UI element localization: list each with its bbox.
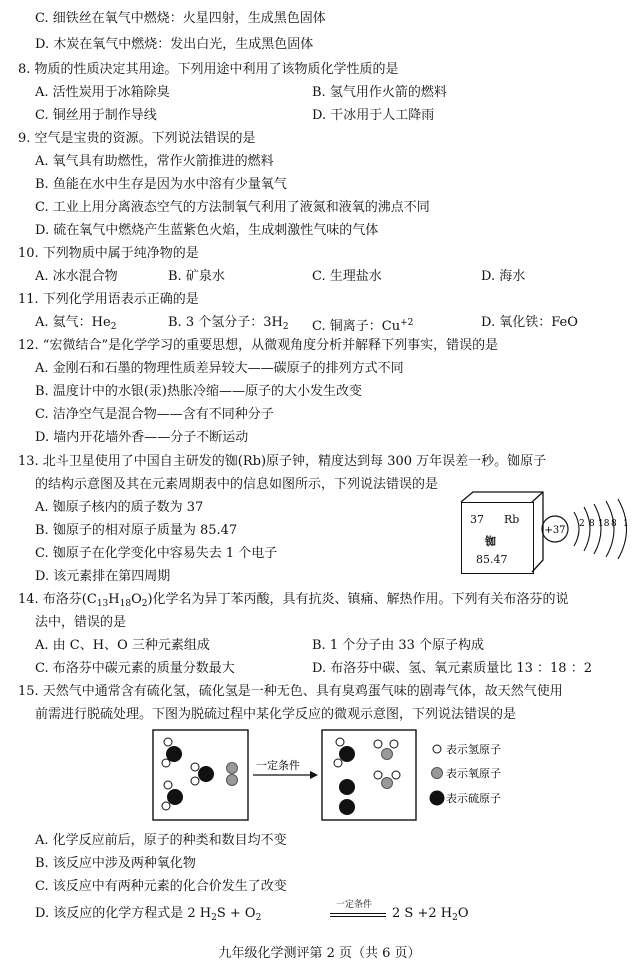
q10-option-a: A. 冰水混合物: [35, 269, 118, 284]
q14-stem-line2: 法中，错误的是: [35, 615, 127, 630]
q12-option-a: A. 金刚石和石墨的物理性质差异较大——碳原子的排列方式不同: [35, 361, 404, 376]
electron-shell-arcs: [574, 499, 627, 559]
q14-option-a: A. 由 C、H、O 三种元素组成: [35, 638, 210, 653]
q10-options: [0, 266, 639, 288]
atomic-number: 37: [470, 513, 484, 526]
q13-option-a: A. 铷原子核内的质子数为 37: [35, 500, 204, 515]
q14-option-d: D. 布洛芬中碳、氢、氧元素质量比 13 ：18 ：2: [312, 661, 592, 676]
reaction-diagram: [150, 727, 560, 825]
oxygen-legend-icon: [432, 768, 443, 779]
reactant-molecules: [162, 738, 238, 810]
legend-hydrogen: 表示氢原子: [446, 743, 501, 756]
q7-option-c: C. 细铁丝在氧气中燃烧：火星四射，生成黑色固体: [35, 11, 326, 26]
arrow-condition: 一定条件: [256, 759, 300, 772]
q14-option-b: B. 1 个分子由 33 个原子构成: [312, 638, 485, 653]
q9-option-a: A. 氧气具有助燃性，常作火箭推进的燃料: [35, 154, 274, 169]
q13-option-c: C. 铷原子在化学变化中容易失去 1 个电子: [35, 546, 278, 561]
equation-condition: 一定条件: [336, 900, 373, 910]
product-molecules: [334, 738, 400, 815]
element-name: 铷: [485, 535, 496, 548]
electron-counts: [579, 519, 629, 529]
q13-stem-line2: 的结构示意图及其在元素周期表中的信息如图所示，下列说法错误的是: [35, 477, 439, 492]
legend-sulfur: 表示硫原子: [446, 792, 501, 805]
shell-3-count: 18: [598, 519, 610, 529]
q12-option-b: B. 温度计中的水银(汞)热胀冷缩——原子的大小发生改变: [35, 384, 362, 399]
shell-1-count: 2: [579, 519, 585, 529]
q7-option-d: D. 木炭在氧气中燃烧：发出白光，生成黑色固体: [35, 37, 314, 52]
shell-5-count: 1: [623, 519, 629, 529]
q8-option-c: C. 铜丝用于制作导线: [35, 108, 157, 123]
page-footer: 九年级化学测评第 2 页（共 6 页）: [218, 946, 421, 961]
nucleus-charge: +37: [544, 525, 566, 536]
q11-option-a: A. 氦气：$He_2$: [35, 315, 117, 332]
q9-option-c: C. 工业上用分离液态空气的方法制氧气利用了液氮和液氧的沸点不同: [35, 200, 430, 215]
atomic-mass: 85.47: [476, 553, 508, 566]
q11-option-d: D. 氧化铁：FeO: [481, 315, 578, 330]
q12-option-d: D. 墙内开花墙外香——分子不断运动: [35, 430, 249, 445]
q10-option-c: C. 生理盐水: [312, 269, 382, 284]
periodic-table-cell: [461, 502, 534, 574]
legend: [430, 742, 502, 806]
q9-option-d: D. 硫在氧气中燃烧产生蓝紫色火焰，生成刺激性气味的气体: [35, 223, 379, 238]
q8-stem: 8. 物质的性质决定其用途。下列用途中利用了该物质化学性质的是: [18, 62, 399, 77]
q11-option-b: B. 3 个氢分子：$3H_2$: [168, 315, 289, 332]
q13-option-d: D. 该元素排在第四周期: [35, 569, 171, 584]
q14-stem-line1: 14. 布洛芬$(C_{13}H_{18}O_2)$化学名为异丁苯丙酸，具有抗炎、镇痛、解热作用。下列有关布洛芬的说: [18, 592, 569, 609]
equation-equals-top: [330, 913, 386, 914]
q13-stem-line1: 13. 北斗卫星使用了中国自主研发的铷(Rb)原子钟，精度达到每 300 万年误差一秒。铷原子: [18, 454, 547, 469]
q9-stem: 9. 空气是宝贵的资源。下列说法错误的是: [18, 131, 256, 146]
q8-options-row2: [0, 105, 639, 127]
q15-option-c: C. 该反应中有两种元素的化合价发生了改变: [35, 879, 287, 894]
q15-option-b: B. 该反应中涉及两种氧化物: [35, 856, 196, 871]
q14-options-row2: [0, 658, 639, 680]
q12-stem: 12. “宏微结合”是化学学习的重要思想，从微观角度分析并解释下列事实，错误的是: [18, 338, 499, 353]
equation-equals-bottom: [330, 916, 386, 917]
q10-stem: 10. 下列物质中属于纯净物的是: [18, 246, 199, 261]
hydrogen-legend-icon: [433, 745, 441, 753]
shell-2-count: 8: [589, 519, 595, 529]
q14-options-row1: [0, 635, 639, 657]
q15-option-d: D. 该反应的化学方程式是 2 $H_2S + O_2$ 一定条件 2 S +2 $H_2O$: [0, 903, 639, 925]
q8-options-row1: [0, 82, 639, 104]
q10-option-d: D. 海水: [481, 269, 526, 284]
q12-option-c: C. 洁净空气是混合物——含有不同种分子: [35, 407, 274, 422]
q11-option-c: C. 铜离子：$Cu^{+2}$: [312, 318, 414, 334]
atom-structure-diagram: [540, 494, 636, 564]
legend-oxygen: 表示氧原子: [446, 767, 501, 780]
q10-option-b: B. 矿泉水: [168, 269, 225, 284]
q8-option-d: D. 干冰用于人工降雨: [312, 108, 435, 123]
q8-option-b: B. 氢气用作火箭的燃料: [312, 85, 447, 100]
shell-4-count: 8: [611, 519, 617, 529]
q13-option-b: B. 铷原子的相对原子质量为 85.47: [35, 523, 238, 538]
q9-option-b: B. 鱼能在水中生存是因为水中溶有少量氧气: [35, 177, 287, 192]
sulfur-legend-icon: [430, 791, 445, 806]
q11-stem: 11. 下列化学用语表示正确的是: [18, 292, 199, 307]
q8-option-a: A. 活性炭用于冰箱除臭: [35, 85, 170, 100]
q15-stem-line2: 前需进行脱硫处理。下图为脱硫过程中某化学反应的微观示意图，下列说法错误的是: [35, 707, 517, 722]
element-symbol: Rb: [504, 513, 520, 526]
q15-option-a: A. 化学反应前后，原子的种类和数目均不变: [35, 833, 287, 848]
q14-option-c: C. 布洛芬中碳元素的质量分数最大: [35, 661, 235, 676]
q15-stem-line1: 15. 天然气中通常含有硫化氢，硫化氢是一种无色、具有臭鸡蛋气味的剧毒气体，故天然气使用: [18, 684, 563, 699]
q11-options: [0, 312, 639, 334]
